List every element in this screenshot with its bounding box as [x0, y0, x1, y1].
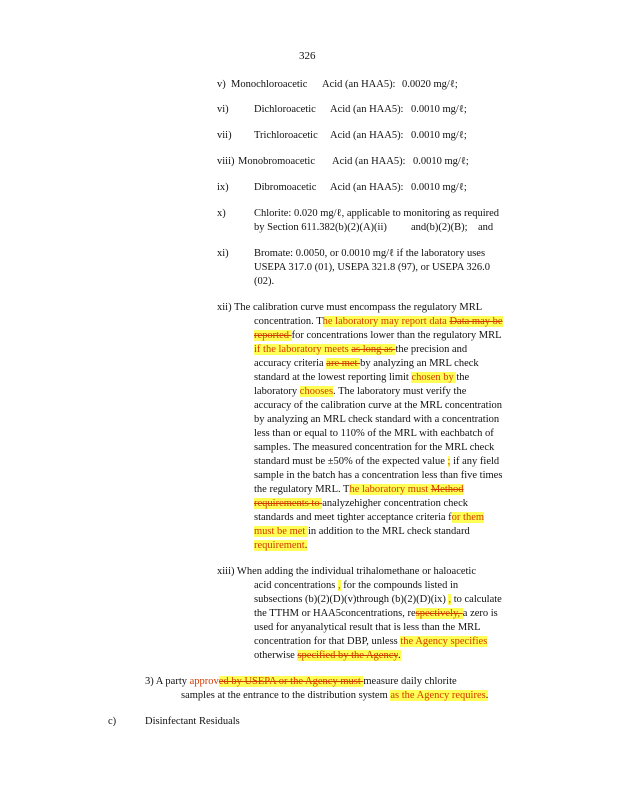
item-xii-line: sample in the batch has a concentration less than five times — [254, 470, 503, 481]
item-ix-number: ix) — [217, 182, 229, 193]
item-xii-line: less than or equal to 110% of the MRL with eachbatch of — [254, 428, 494, 439]
item-xii-line: reported for concentrations lower than the regulatory MRL — [254, 330, 502, 341]
item-vi-value: 0.0010 mg/ℓ; — [411, 104, 467, 115]
item-viii-value: 0.0010 mg/ℓ; — [413, 156, 469, 167]
item-ix-value: 0.0010 mg/ℓ; — [411, 182, 467, 193]
item-xii-lead: xii) The calibration curve must encompass the regulatory MRL — [217, 302, 483, 313]
item-xii-line: must be met in addition to the MRL check standard — [254, 526, 470, 537]
item-xiii-lead: xiii) When adding the individual trihalomethane or haloacetic — [217, 566, 477, 577]
item-vii-name: Trichloroacetic — [254, 130, 318, 141]
item-xii-line: samples. The measured concentration for the MRL check — [254, 442, 495, 453]
item-xi-line2: USEPA 317.0 (01), USEPA 321.8 (97), or USEPA 326.0 — [254, 262, 491, 273]
item-xii-line: standards and meet tighter acceptance criteria for them — [254, 512, 485, 523]
item-3-line1: 3) A party approved by USEPA or the Agency must measure daily chlorite — [145, 676, 457, 687]
item-vi-label: Acid (an HAA5): — [330, 104, 404, 115]
item-xii-line: if the laboratory meets as long as the precision and — [254, 344, 468, 355]
item-xii-line: the regulatory MRL. The laboratory must Method — [254, 484, 464, 495]
item-vi-name: Dichloroacetic — [254, 104, 316, 115]
item-x-line2c: and — [478, 222, 494, 233]
item-xi-line3: (02). — [254, 276, 275, 287]
item-v-number: v) — [217, 79, 226, 90]
item-3-line2: samples at the entrance to the distribution system as the Agency requires. — [181, 690, 489, 701]
item-viii-label: Acid (an HAA5): — [332, 156, 406, 167]
item-viii-number: viii) — [217, 156, 235, 167]
item-xii-line: accuracy of the calibration curve at the MRL concentration — [254, 400, 502, 411]
page-number: 326 — [299, 50, 316, 62]
item-vii-label: Acid (an HAA5): — [330, 130, 404, 141]
item-xiii-line: subsections (b)(2)(D)(v)through (b)(2)(D)(ix) , to calculate — [254, 594, 502, 605]
item-xiii-line: the TTHM or HAA5concentrations, respectively, a zero is — [254, 608, 498, 619]
item-xii-line: standard at the lowest reporting limit chosen by the — [254, 372, 470, 383]
item-xiii-line: used for anyanalytical result that is less than the MRL — [254, 622, 481, 633]
item-xii-line: laboratory chooses. The laboratory must verify the — [254, 386, 467, 397]
item-xiii-line: acid concentrations , for the compounds listed in — [254, 580, 459, 591]
item-x-line1: Chlorite: 0.020 mg/ℓ, applicable to monitoring as required — [254, 208, 500, 219]
item-viii-name: Monobromoacetic — [238, 156, 315, 167]
item-v-label: Acid (an HAA5): — [322, 79, 396, 90]
item-v-value: 0.0020 mg/ℓ; — [402, 79, 458, 90]
item-xii-line: accuracy criteria are met by analyzing an MRL check — [254, 358, 479, 369]
item-xi-line1: Bromate: 0.0050, or 0.0010 mg/ℓ if the laboratory uses — [254, 248, 486, 259]
item-vi-number: vi) — [217, 104, 229, 115]
item-xii-line: standard must be ±50% of the expected value ; if any field — [254, 456, 500, 467]
item-vii-number: vii) — [217, 130, 232, 141]
item-xiii-line: otherwise specified by the Agency. — [254, 650, 401, 661]
section-c-label: c) — [108, 716, 117, 727]
item-x-line2a: by Section 611.382(b)(2)(A)(ii) — [254, 222, 387, 233]
item-x-number: x) — [217, 208, 226, 219]
item-xi-number: xi) — [217, 248, 229, 259]
item-xii-line: concentration. The laboratory may report data Data may be — [254, 316, 503, 327]
section-c-title: Disinfectant Residuals — [145, 716, 240, 727]
item-xiii-line: concentration for that DBP, unless the Agency specifies — [254, 636, 488, 647]
item-ix-label: Acid (an HAA5): — [330, 182, 404, 193]
item-x-line2b: and(b)(2)(B); — [411, 222, 468, 233]
item-v-name: Monochloroacetic — [231, 79, 308, 90]
item-xii-line: requirement. — [254, 540, 308, 551]
item-vii-value: 0.0010 mg/ℓ; — [411, 130, 467, 141]
item-xii-line: requirements to analyzehigher concentration check — [254, 498, 468, 509]
item-ix-name: Dibromoacetic — [254, 182, 317, 193]
item-xii-line: by analyzing an MRL check standard with a concentration — [254, 414, 500, 425]
